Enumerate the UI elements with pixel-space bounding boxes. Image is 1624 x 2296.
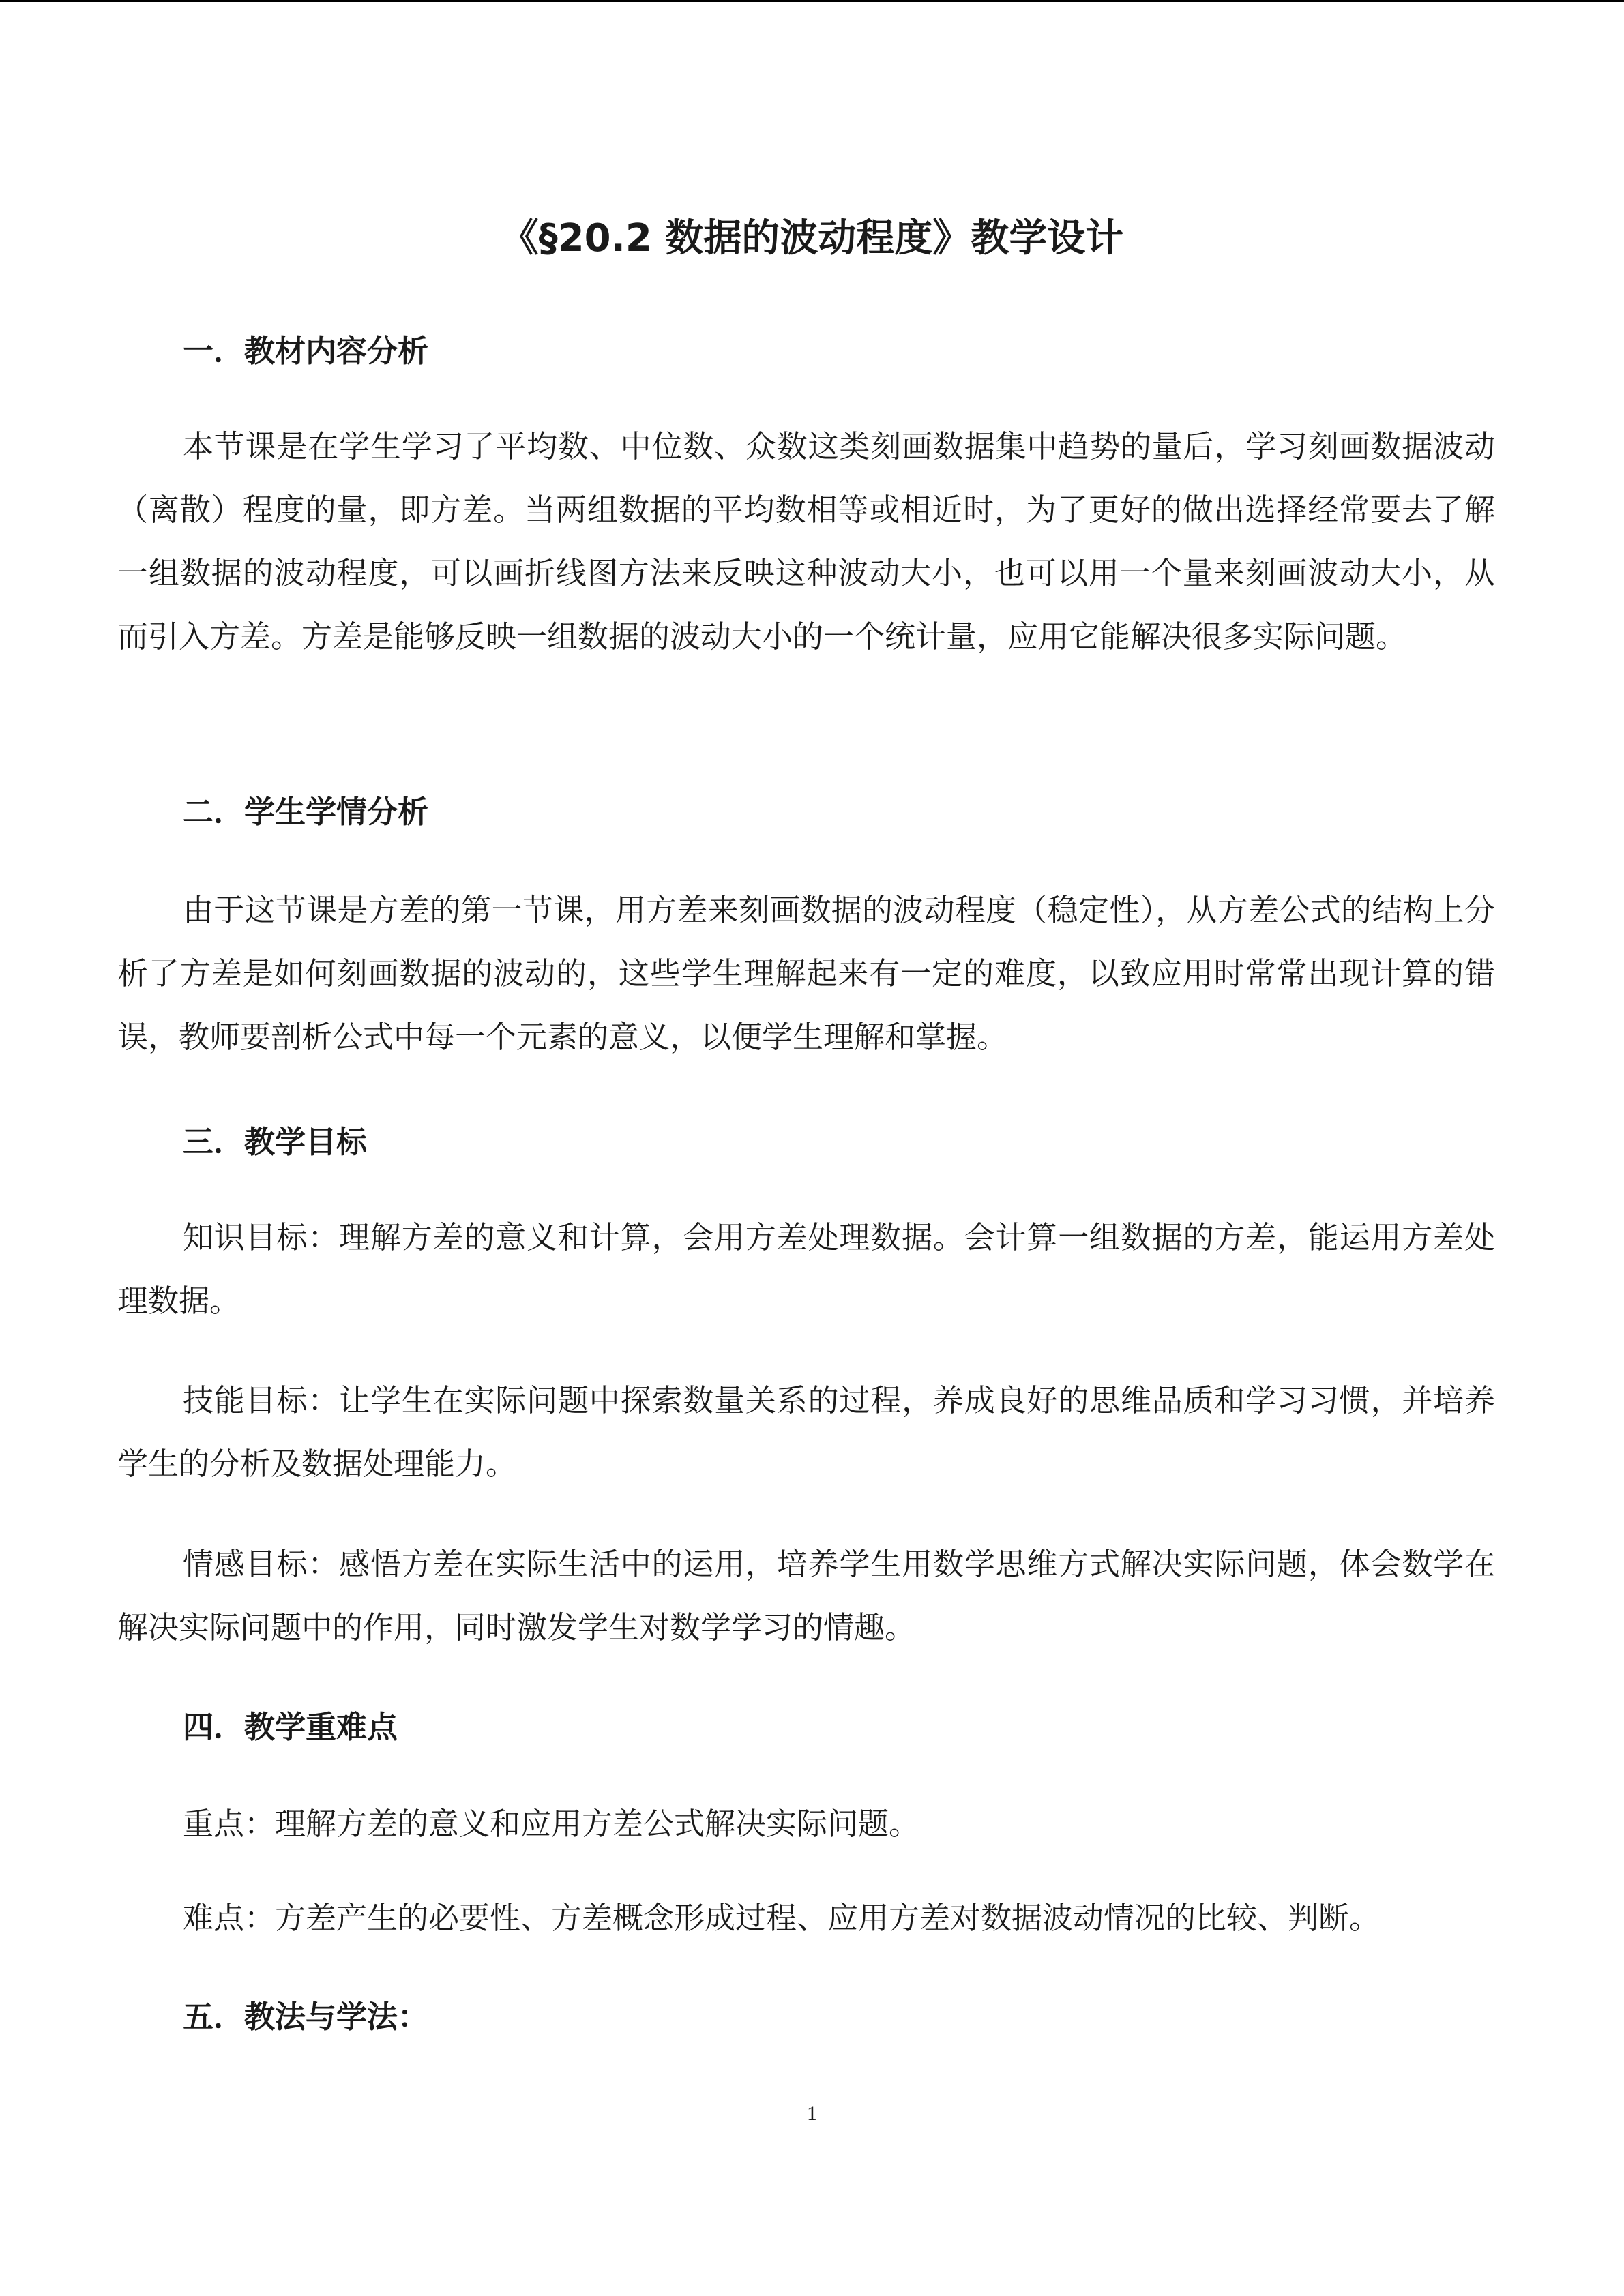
paragraph-content-analysis: 本节课是在学生学习了平均数、中位数、众数这类刻画数据集中趋势的量后，学习刻画数据波动（离散）程度的量，即方差。当两组数据的平均数相等或相近时，为了更好的做出选择经常要去了解一组数据的波动程度，可以画折线图方法来反映这种波动大小，也可以用一个量来刻画波动大小，从而引入方差。方差是能够反映一组数据的波动大小的一个统计量，应用它能解决很多实际问题。 (117, 428, 1495, 655)
page-number: 1 (807, 2102, 817, 2125)
goal-skill (117, 1369, 1495, 1495)
goal-skill-label: 技能目标： (183, 1382, 340, 1418)
section-heading-teaching-goals: 三．教学目标 (183, 1124, 368, 1160)
section-heading-student-analysis: 二．学生学情分析 (183, 794, 429, 830)
goal-knowledge-label: 知识目标： (183, 1219, 340, 1255)
section-heading-key-points: 四．教学重难点 (183, 1709, 398, 1745)
difficult-point (117, 1898, 1495, 1939)
goal-knowledge-text: 理解方差的意义和计算，会用方差处理数据。会计算一组数据的方差，能运用方差处理数据。 (117, 1219, 1495, 1319)
difficult-point-label: 难点： (183, 1900, 276, 1936)
document-title: 《§20.2 数据的波动程度》教学设计 (500, 216, 1124, 260)
key-point-label: 重点： (183, 1806, 276, 1842)
section-heading-methods: 五．教法与学法： (183, 1999, 429, 2035)
section-heading-content-analysis: 一．教材内容分析 (183, 333, 429, 369)
difficult-point-text: 方差产生的必要性、方差概念形成过程、应用方差对数据波动情况的比较、判断。 (275, 1900, 1381, 1936)
goal-emotion-label: 情感目标： (183, 1546, 340, 1582)
key-point (117, 1804, 1495, 1845)
goal-emotion (117, 1532, 1495, 1659)
paragraph-student-analysis: 由于这节课是方差的第一节课，用方差来刻画数据的波动程度（稳定性），从方差公式的结构上分析了方差是如何刻画数据的波动的，这些学生理解起来有一定的难度，以致应用时常常出现计算的错误，教师要剖析公式中每一个元素的意义，以便学生理解和掌握。 (117, 892, 1495, 1055)
goal-knowledge (117, 1206, 1495, 1332)
goal-skill-text: 让学生在实际问题中探索数量关系的过程，养成良好的思维品质和学习习惯，并培养学生的分析及数据处理能力。 (117, 1382, 1495, 1482)
goal-emotion-text: 感悟方差在实际生活中的运用，培养学生用数学思维方式解决实际问题，体会数学在解决实际问题中的作用，同时激发学生对数学学习的情趣。 (117, 1546, 1495, 1645)
key-point-text: 理解方差的意义和应用方差公式解决实际问题。 (275, 1806, 920, 1842)
